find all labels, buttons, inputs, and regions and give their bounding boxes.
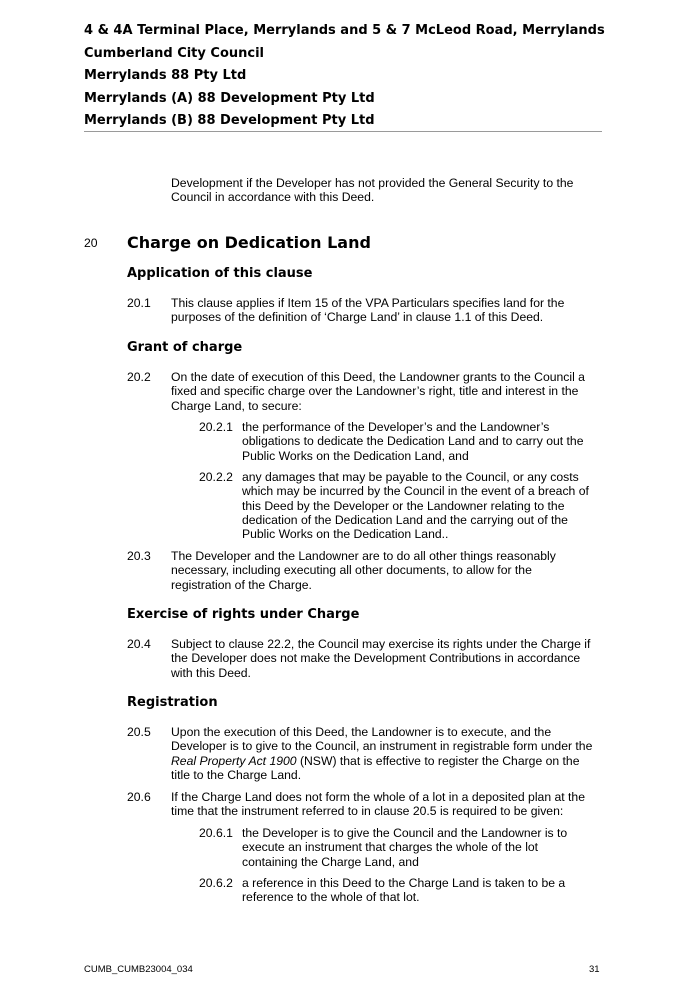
clause-number: 20.6.2 xyxy=(199,876,233,890)
clause-number: 20.5 xyxy=(127,725,151,739)
header-party-merrylands-b: Merrylands (B) 88 Development Pty Ltd xyxy=(84,113,375,128)
clause-20-3-text: The Developer and the Landowner are to do all other things reasonably necessary, including executing all other documents, to allow for the registration of the Charge. xyxy=(171,549,556,592)
clause-number: 20.4 xyxy=(127,637,151,651)
clause-20-6-2-text: a reference in this Deed to the Charge Land is taken to be a reference to the whole of that lot. xyxy=(242,876,566,905)
subheading-exercise: Exercise of rights under Charge xyxy=(127,607,360,622)
header-divider xyxy=(84,131,602,132)
subheading-registration: Registration xyxy=(127,695,218,710)
clause-20-4-text: Subject to clause 22.2, the Council may exercise its rights under the Charge if the Developer does not make the Development Contributions in accordance with this Deed. xyxy=(171,637,591,680)
clause-20-2-text: On the date of execution of this Deed, the Landowner grants to the Council a fixed and specific charge over the Landowner’s right, title and interest in the Charge Land, to secure: xyxy=(171,370,585,413)
clause-number: 20.1 xyxy=(127,296,151,310)
clause-20-6-1-text: the Developer is to give the Council and the Landowner is to execute an instrument that charges the whole of the lot containing the Charge Land, and xyxy=(242,826,568,869)
clause-number: 20.6 xyxy=(127,790,151,804)
section-number: 20 xyxy=(84,236,98,250)
header-party-merrylands-a: Merrylands (A) 88 Development Pty Ltd xyxy=(84,90,375,106)
clause-20-2-1-text: the performance of the Developer’s and the Landowner’s obligations to dedicate the Dedication Land and to carry out the Public Works on the Dedication Land, and xyxy=(242,420,584,463)
clause-20-5-text-start: Upon the execution of this Deed, the Landowner is to execute, and the Developer is to give to the Council, an instrument in registrable form under the xyxy=(171,725,593,754)
footer-page-number: 31 xyxy=(589,964,600,975)
clause-number: 20.2.2 xyxy=(199,470,233,484)
header-project-title: 4 & 4A Terminal Place, Merrylands and 5 & 7 McLeod Road, Merrylands xyxy=(84,23,605,38)
subheading-application: Application of this clause xyxy=(127,266,313,281)
subheading-grant: Grant of charge xyxy=(127,340,243,355)
statute-name: Real Property Act 1900 xyxy=(171,753,297,768)
section-title: Charge on Dedication Land xyxy=(127,233,371,252)
header-party-merrylands-88: Merrylands 88 Pty Ltd xyxy=(84,68,247,83)
clause-20-6-text: If the Charge Land does not form the whole of a lot in a deposited plan at the time that the instrument referred to in clause 20.5 is required to be given: xyxy=(171,790,585,819)
intro-paragraph: Development if the Developer has not provided the General Security to the Council in accordance with this Deed. xyxy=(171,176,574,205)
footer-document-id: CUMB_CUMB23004_034 xyxy=(84,964,193,975)
clause-number: 20.2.1 xyxy=(199,420,233,434)
header-party-council: Cumberland City Council xyxy=(84,45,265,61)
clause-20-5-text-end: (NSW) that is effective to register the Charge on the title to the Charge Land. xyxy=(171,753,580,782)
clause-20-2-2-text: any damages that may be payable to the Council, or any costs which may be incurred by the Council in the event of a breach of this Deed by the Developer or the Landowner relating to the dedication of the Dedication Land and the carrying out of the Public Works on the Dedication Land.. xyxy=(242,470,589,542)
clause-number: 20.3 xyxy=(127,549,151,563)
clause-20-5-text xyxy=(171,725,595,782)
document-header xyxy=(84,21,605,134)
clause-number: 20.6.1 xyxy=(199,826,233,840)
clause-number: 20.2 xyxy=(127,370,151,384)
clause-20-1-text: This clause applies if Item 15 of the VPA Particulars specifies land for the purposes of the definition of ‘Charge Land’ in clause 1.1 of this Deed. xyxy=(171,296,565,325)
